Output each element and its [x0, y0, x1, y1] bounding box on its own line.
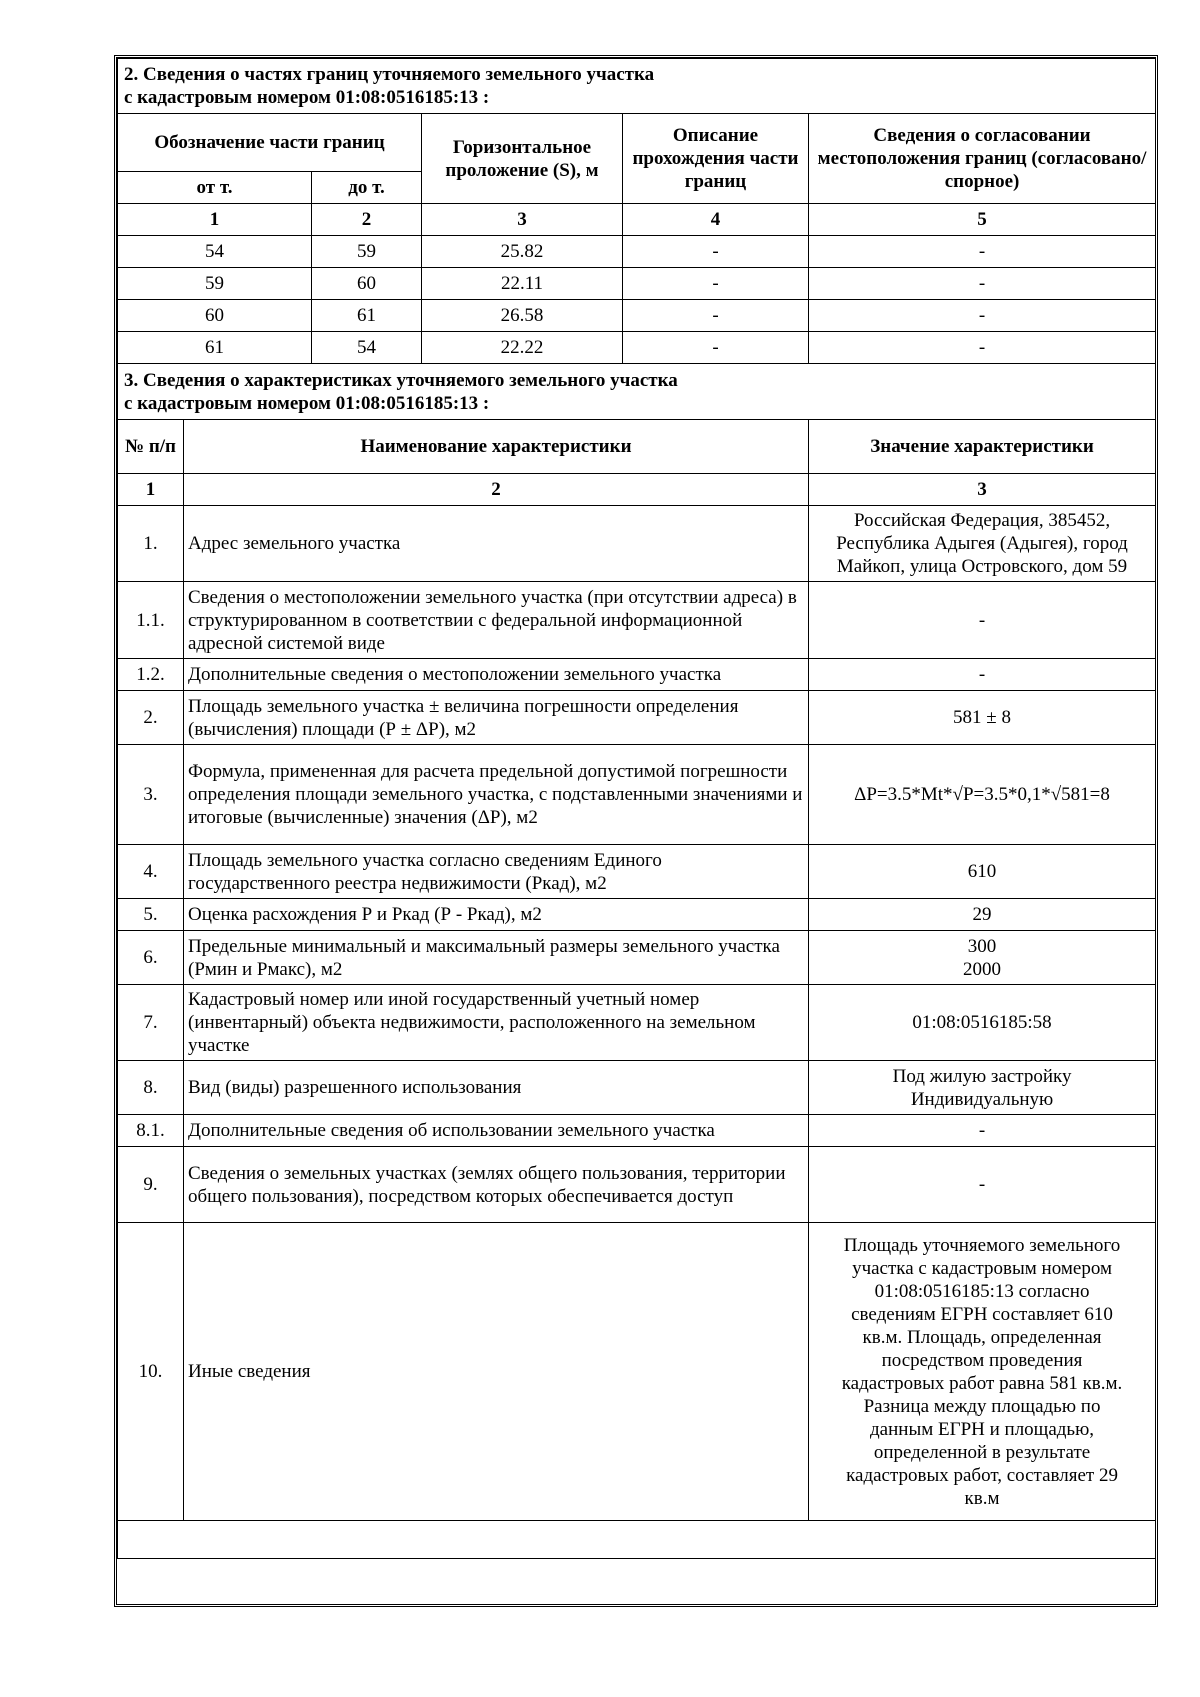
cell-description: -: [623, 268, 809, 300]
cell-agreement: -: [809, 236, 1156, 268]
table-row: [118, 931, 1156, 985]
section3-header-row: [118, 420, 1156, 474]
section2-title-row: [118, 59, 1156, 114]
empty-cell: [118, 1521, 1156, 1559]
cell-num: 6.: [118, 931, 184, 985]
cell-num: 1.: [118, 506, 184, 582]
header-agreement: Сведения о согласовании местоположения границ (согласовано/спорное): [809, 114, 1156, 204]
cell-num: 9.: [118, 1147, 184, 1223]
cell-value: Российская Федерация, 385452, Республика Адыгея (Адыгея), город Майкоп, улица Островского, дом 59: [809, 506, 1156, 582]
cell-name: Дополнительные сведения о местоположении земельного участка: [184, 659, 809, 691]
header-length: Горизонтальное проложение (S), м: [422, 114, 623, 204]
cell-from: 54: [118, 236, 312, 268]
table-row: [118, 236, 1156, 268]
cell-name: Дополнительные сведения об использовании земельного участка: [184, 1115, 809, 1147]
col-number: 4: [623, 204, 809, 236]
table-row: [118, 1061, 1156, 1115]
col-number: 2: [184, 474, 809, 506]
cell-name: Площадь земельного участка согласно сведениям Единого государственного реестра недвижимости (Ркад), м2: [184, 845, 809, 899]
cell-name: Предельные минимальный и максимальный размеры земельного участка (Рмин и Рмакс), м2: [184, 931, 809, 985]
section3-title-row: [118, 364, 1156, 420]
cell-to: 61: [312, 300, 422, 332]
cell-name: Формула, примененная для расчета предельной допустимой погрешности определения площади земельного участка, с подставленными значениями и итоговые (вычисленные) значения (ΔР), м2: [184, 745, 809, 845]
cell-value: -: [809, 582, 1156, 659]
table-row: [118, 1115, 1156, 1147]
table-row: [118, 745, 1156, 845]
cell-from: 59: [118, 268, 312, 300]
col-number: 5: [809, 204, 1156, 236]
cell-length: 26.58: [422, 300, 623, 332]
empty-row: [118, 1521, 1156, 1559]
table-row: [118, 332, 1156, 364]
cell-length: 22.22: [422, 332, 623, 364]
cell-description: -: [623, 300, 809, 332]
table-row: [118, 659, 1156, 691]
cell-agreement: -: [809, 300, 1156, 332]
cell-agreement: -: [809, 332, 1156, 364]
table-row: [118, 582, 1156, 659]
cell-num: 7.: [118, 985, 184, 1061]
cell-value: ΔP=3.5*Mt*√P=3.5*0,1*√581=8: [809, 745, 1156, 845]
cell-value: -: [809, 659, 1156, 691]
table-row: [118, 1147, 1156, 1223]
cell-name: Вид (виды) разрешенного использования: [184, 1061, 809, 1115]
cell-agreement: -: [809, 268, 1156, 300]
col-number: 3: [422, 204, 623, 236]
cell-num: 4.: [118, 845, 184, 899]
cell-from: 60: [118, 300, 312, 332]
col-number: 3: [809, 474, 1156, 506]
document-frame: [114, 55, 1158, 1607]
section2-header-row: [118, 114, 1156, 172]
cell-value: -: [809, 1115, 1156, 1147]
header-from: от т.: [118, 172, 312, 204]
header-num: № п/п: [118, 420, 184, 474]
cell-value: 29: [809, 899, 1156, 931]
header-value: Значение характеристики: [809, 420, 1156, 474]
cell-num: 8.1.: [118, 1115, 184, 1147]
cell-description: -: [623, 236, 809, 268]
cell-description: -: [623, 332, 809, 364]
header-to: до т.: [312, 172, 422, 204]
cell-length: 22.11: [422, 268, 623, 300]
table-row: [118, 300, 1156, 332]
cell-to: 60: [312, 268, 422, 300]
table-row: [118, 691, 1156, 745]
cell-name: Адрес земельного участка: [184, 506, 809, 582]
section2-colnum-row: [118, 204, 1156, 236]
cell-name: Сведения о земельных участках (землях общего пользования, территории общего пользования), посредством которых обеспечивается доступ: [184, 1147, 809, 1223]
table-row: [118, 899, 1156, 931]
cell-num: 10.: [118, 1223, 184, 1521]
cell-to: 54: [312, 332, 422, 364]
cell-from: 61: [118, 332, 312, 364]
cell-num: 3.: [118, 745, 184, 845]
section2-title: 2. Сведения о частях границ уточняемого земельного участка с кадастровым номером 01:08:0516185:13 :: [118, 59, 1156, 114]
cell-value: 300 2000: [809, 931, 1156, 985]
col-number: 1: [118, 474, 184, 506]
main-table: [117, 58, 1156, 1559]
header-description: Описание прохождения части границ: [623, 114, 809, 204]
cell-num: 5.: [118, 899, 184, 931]
cell-name: Сведения о местоположении земельного участка (при отсутствии адреса) в структурированном в соответствии с федеральной информационной адресной системой виде: [184, 582, 809, 659]
cell-value: Площадь уточняемого земельного участка с кадастровым номером 01:08:0516185:13 согласно сведениям ЕГРН составляет 610 кв.м. Площадь, определенная посредством проведения кадастровых работ равна 581 кв.м. Разница между площадью по данным ЕГРН и площадью, определенной в результате кадастровых работ, составляет 29 кв.м: [809, 1223, 1156, 1521]
section3-colnum-row: [118, 474, 1156, 506]
cell-value: -: [809, 1147, 1156, 1223]
table-row: [118, 268, 1156, 300]
cell-length: 25.82: [422, 236, 623, 268]
cell-value: 01:08:0516185:58: [809, 985, 1156, 1061]
cell-name: Площадь земельного участка ± величина погрешности определения (вычисления) площади (Р ± ΔР), м2: [184, 691, 809, 745]
table-row: [118, 506, 1156, 582]
cell-num: 1.2.: [118, 659, 184, 691]
col-number: 1: [118, 204, 312, 236]
header-name: Наименование характеристики: [184, 420, 809, 474]
table-row: [118, 985, 1156, 1061]
cell-name: Кадастровый номер или иной государственный учетный номер (инвентарный) объекта недвижимости, расположенного на земельном участке: [184, 985, 809, 1061]
col-number: 2: [312, 204, 422, 236]
header-part: Обозначение части границ: [118, 114, 422, 172]
cell-name: Оценка расхождения Р и Ркад (Р - Ркад), м2: [184, 899, 809, 931]
cell-value: 581 ± 8: [809, 691, 1156, 745]
cell-num: 2.: [118, 691, 184, 745]
table-row: [118, 1223, 1156, 1521]
cell-num: 1.1.: [118, 582, 184, 659]
cell-value: 610: [809, 845, 1156, 899]
cell-value: Под жилую застройку Индивидуальную: [809, 1061, 1156, 1115]
table-row: [118, 845, 1156, 899]
section3-title: 3. Сведения о характеристиках уточняемого земельного участка с кадастровым номером 01:08:0516185:13 :: [118, 364, 1156, 420]
cell-num: 8.: [118, 1061, 184, 1115]
cell-name: Иные сведения: [184, 1223, 809, 1521]
cell-to: 59: [312, 236, 422, 268]
